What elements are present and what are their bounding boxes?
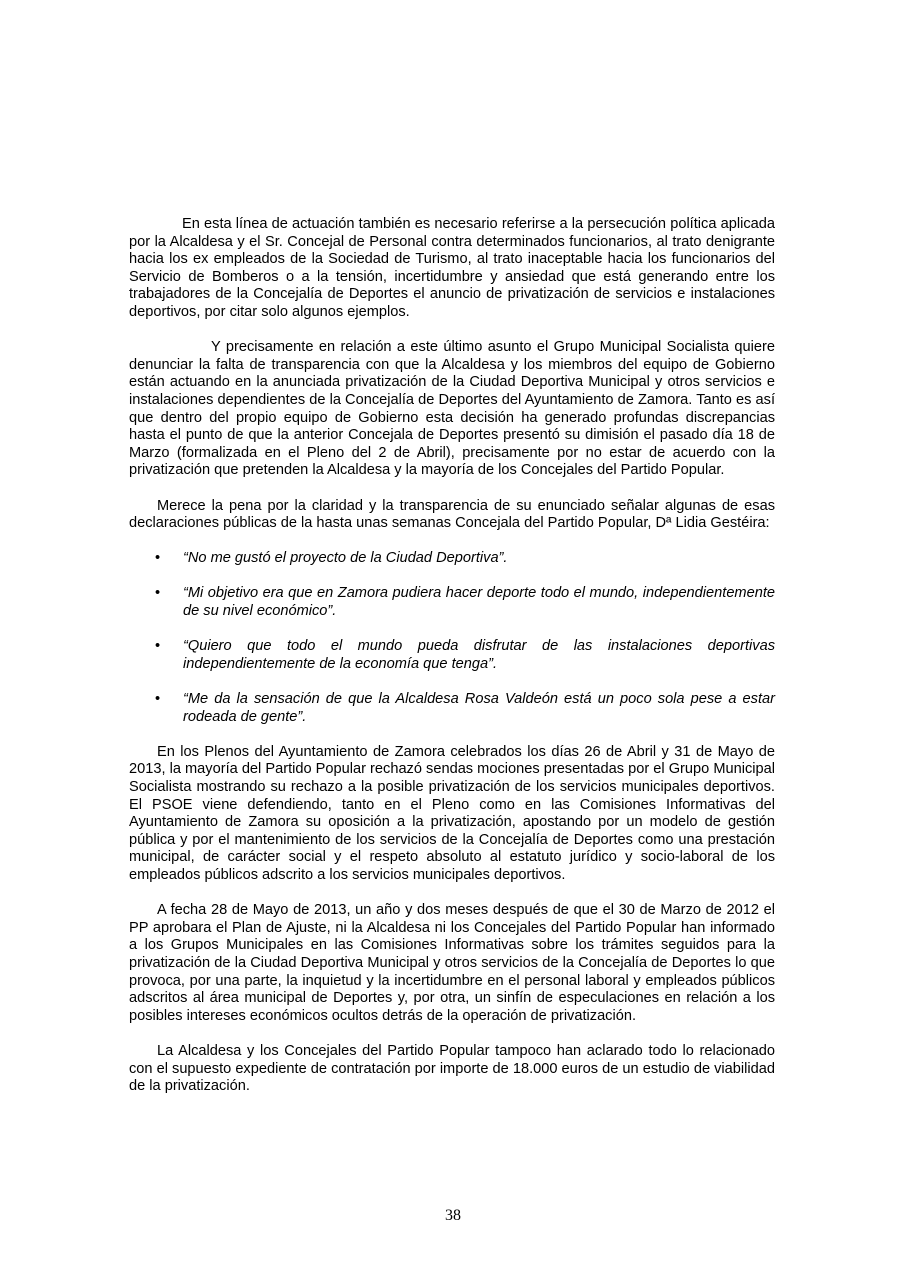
quote-text: “Mi objetivo era que en Zamora pudiera hacer deporte todo el mundo, independientemente de su nivel económico”.: [183, 585, 775, 620]
bullet-icon: •: [155, 691, 161, 708]
quote-text: “No me gustó el proyecto de la Ciudad Deportiva”.: [183, 550, 508, 567]
list-item: [129, 585, 775, 620]
list-item: [129, 550, 775, 568]
list-item: [129, 638, 775, 673]
list-item: [129, 691, 775, 726]
paragraph-persecucion: En esta línea de actuación también es necesario referirse a la persecución política aplicada por la Alcaldesa y el Sr. Concejal de Personal contra determinados funcionarios, al trato denigrante hacia los ex empleados de la Sociedad de Turismo, al trato inaceptable hacia los funcionarios del Servicio de Bomberos o a la tensión, incertidumbre y ansiedad que está generando entre los trabajadores de la Concejalía de Deportes el anuncio de privatización de servicios e instalaciones deportivos, por citar solo algunos ejemplos.: [129, 216, 775, 320]
bullet-icon: •: [155, 550, 161, 567]
bullet-icon: •: [155, 585, 161, 602]
quote-text: “Me da la sensación de que la Alcaldesa Rosa Valdeón está un poco sola pese a estar rodeada de gente”.: [183, 691, 775, 725]
paragraph-estudio-viabilidad: La Alcaldesa y los Concejales del Partido Popular tampoco han aclarado todo lo relacionado con el supuesto expediente de contratación por importe de 18.000 euros de un estudio de viabilidad de la privatización.: [129, 1042, 775, 1095]
quote-text: “Quiero que todo el mundo pueda disfrutar de las instalaciones deportivas independientemente de la economía que tenga”.: [183, 638, 775, 672]
paragraph-plenos: En los Plenos del Ayuntamiento de Zamora celebrados los días 26 de Abril y 31 de Mayo de 2013, la mayoría del Partido Popular rechazó sendas mociones presentadas por el Grupo Municipal Socialista mostrando su rechazo a la posible privatización de los servicios municipales deportivos. El PSOE viene defendiendo, tanto en el Pleno como en las Comisiones Informativas del Ayuntamiento de Zamora su oposición a la privatización, apostando por un modelo de gestión pública y por el mantenimiento de los servicios de la Concejalía de Deportes como una prestación municipal, de carácter social y el respeto absoluto al estatuto jurídico y socio-laboral de los empleados públicos adscrito a los servicios municipales deportivos.: [129, 743, 775, 883]
body-text: [129, 216, 775, 1096]
paragraph-declaraciones: Merece la pena por la claridad y la transparencia de su enunciado señalar algunas de esas declaraciones públicas de la hasta unas semanas Concejala del Partido Popular, Dª Lidia Gestéira:: [129, 497, 775, 532]
paragraph-transparencia: Y precisamente en relación a este último asunto el Grupo Municipal Socialista quiere denunciar la falta de transparencia con que la Alcaldesa y los miembros del equipo de Gobierno están actuando en la anunciada privatización de la Ciudad Deportiva Municipal y otros servicios e instalaciones dependientes de la Concejalía de Deportes del Ayuntamiento de Zamora. Tanto es así que dentro del propio equipo de Gobierno esta decisión ha generado profundas discrepancias hasta el punto de que la anterior Concejala de Deportes presentó su dimisión el pasado día 18 de Marzo (formalizada en el Pleno del 2 de Abril), precisamente por no estar de acuerdo con la privatización que pretenden la Alcaldesa y la mayoría de los Concejales del Partido Popular.: [129, 339, 775, 479]
bullet-icon: •: [155, 638, 161, 655]
page-number: 38: [445, 1207, 461, 1224]
quotes-list: [129, 550, 775, 726]
paragraph-plan-ajuste: A fecha 28 de Mayo de 2013, un año y dos meses después de que el 30 de Marzo de 2012 el PP aprobara el Plan de Ajuste, ni la Alcaldesa ni los Concejales del Partido Popular han informado a los Grupos Municipales en las Comisiones Informativas sobre los trámites seguidos para la privatización de la Ciudad Deportiva Municipal y otros servicios de la Concejalía de Deportes lo que provoca, por una parte, la inquietud y la incertidumbre en el personal laboral y empleados públicos adscritos al área municipal de Deportes y, por otra, un sinfín de especulaciones en relación a los posibles intereses económicos ocultos detrás de la operación de privatización.: [129, 902, 775, 1024]
